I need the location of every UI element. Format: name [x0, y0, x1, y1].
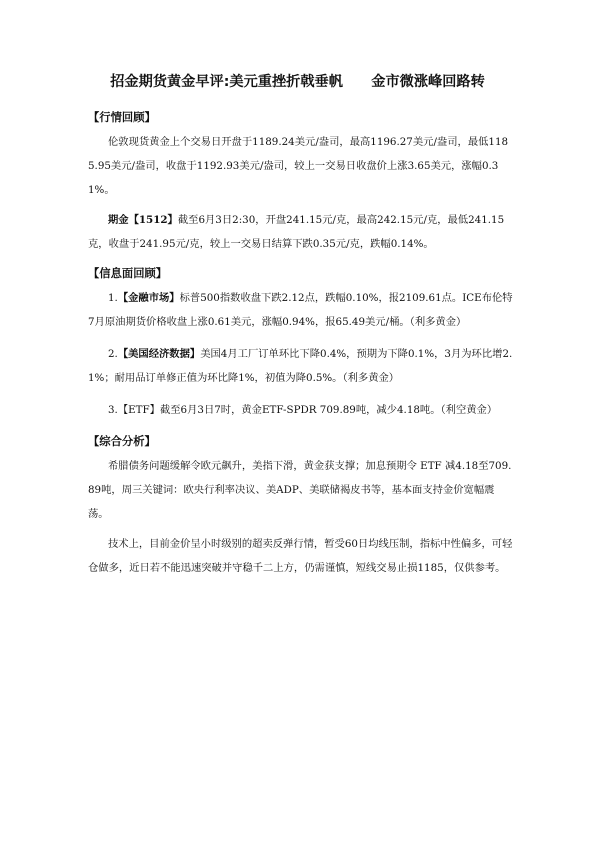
section-heading-info-review: 【信息面回顾】: [88, 267, 168, 280]
info-item-text: 美国4月工厂订单环比下降0.4%，预期为下降0.1%，3月为环比增2.1%；耐用品订单修正值为环比降1%，初值为降0.5%。（利多黄金）: [88, 348, 513, 384]
info-item-number: 2.: [108, 348, 118, 360]
info-item-label: 【美国经济数据】: [117, 348, 201, 360]
info-item-financial-market: [88, 286, 513, 334]
info-item-text: 标普500指数收盘下跌2.12点，跌幅0.10%，报2109.61点。ICE布伦特7月原油期货价格收盘上涨0.61美元，涨幅0.94%，报65.49美元/桶。（利多黄金）: [88, 292, 513, 328]
info-item-text: 【ETF】截至6月3日7时，黄金ETF-SPDR 709.89吨，减少4.18吨。（利空黄金）: [117, 404, 498, 416]
section-heading-market-review: 【行情回顾】: [88, 111, 156, 124]
info-item-etf: [88, 398, 513, 422]
info-item-number: 1.: [108, 292, 118, 304]
document-title: 招金期货黄金早评:美元重挫折戟垂帆 金市微涨峰回路转: [110, 74, 485, 90]
section-heading-analysis: 【综合分析】: [88, 435, 156, 448]
info-item-us-economic-data: [88, 342, 513, 390]
market-review-paragraph-london-gold: 伦敦现货黄金上个交易日开盘于1189.24美元/盎司，最高1196.27美元/盎司，最低1185.95美元/盎司，收盘于1192.93美元/盎司，较上一交易日收盘价上涨3.65美元，涨幅0.31%。: [88, 136, 509, 196]
info-item-label: 【金融市场】: [117, 292, 180, 304]
analysis-paragraph-technicals: 技术上，目前金价呈小时级别的超卖反弹行情，暂受60日均线压制，指标中性偏多，可轻仓做多，近日若不能迅速突破并守稳千二上方，仍需谨慎，短线交易止损1185，仅供参考。: [88, 538, 513, 574]
market-review-paragraph-futures: [88, 208, 513, 256]
info-item-number: 3.: [108, 404, 118, 416]
futures-contract-text: 截至6月3日2:30，开盘241.15元/克，最高242.15元/克，最低241.15克，收盘于241.95元/克，较上一交易日结算下跌0.35元/克，跌幅0.14%。: [88, 214, 505, 250]
document-body: [88, 106, 513, 586]
analysis-paragraph-fundamentals: 希腊债务问题缓解令欧元飙升，美指下滑，黄金获支撑；加息预期令 ETF 减4.18至709.89吨，周三关键词：欧央行利率决议、美ADP、美联储褐皮书等，基本面支持金价宽幅震荡。: [88, 460, 512, 520]
futures-contract-label: 期金【1512】: [108, 214, 178, 226]
